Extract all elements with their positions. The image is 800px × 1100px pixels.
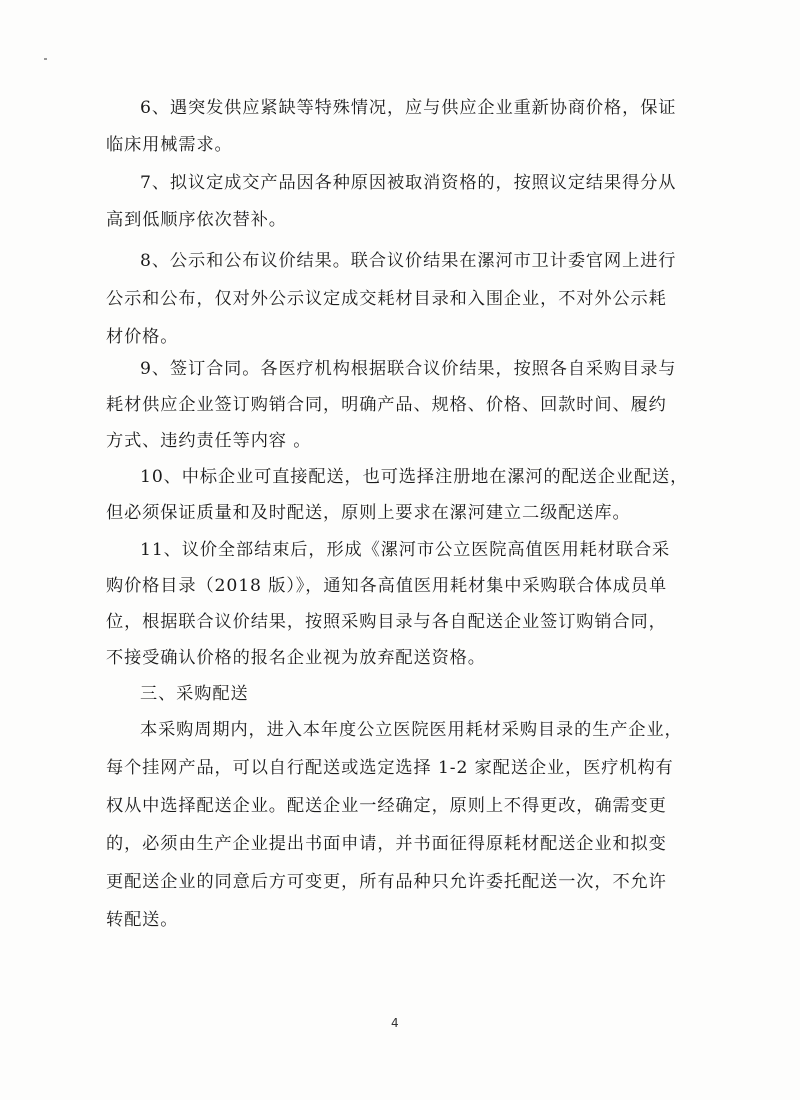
text-line: 10、中标企业可直接配送，也可选择注册地在漯河的配送企业配送， — [140, 467, 689, 487]
text-line: 临床用械需求。 — [106, 135, 233, 155]
section-heading: 三、采购配送 — [140, 684, 249, 704]
text-line: 材价格。 — [106, 327, 179, 347]
text-line: 转配送。 — [106, 910, 179, 930]
text-line: 耗材供应企业签订购销合同，明确产品、规格、价格、回款时间、履约 — [106, 395, 667, 415]
text-line: 高到低顺序依次替补。 — [106, 210, 287, 230]
text-line: 每个挂网产品，可以自行配送或选定选择 1-2 家配送企业，医疗机构有 — [106, 758, 674, 778]
text-line: 本采购周期内，进入本年度公立医院医用耗材采购目录的生产企业， — [140, 720, 683, 740]
text-line: 公示和公布，仅对外公示议定成交耗材目录和入围企业，不对外公示耗 — [106, 289, 667, 309]
text-line: 的，必须由生产企业提出书面申请，并书面征得原耗材配送企业和拟变 — [106, 834, 667, 854]
page-number: 4 — [391, 1016, 399, 1030]
text-line: 购价格目录（2018 版）》，通知各高值医用耗材集中采购联合体成员单 — [106, 576, 668, 596]
text-line: 6、遇突发供应紧缺等特殊情况，应与供应企业重新协商价格，保证 — [140, 98, 677, 118]
text-line: 11、议价全部结束后，形成《漯河市公立医院高值医用耗材联合采 — [140, 540, 671, 560]
text-line: 位，根据联合议价结果，按照采购目录与各自配送企业签订购销合同， — [106, 612, 667, 632]
text-line: 7、拟议定成交产品因各种原因被取消资格的，按照议定结果得分从 — [140, 173, 677, 193]
text-line: 权从中选择配送企业。配送企业一经确定，原则上不得更改，确需变更 — [106, 796, 667, 816]
text-line: 9、签订合同。各医疗机构根据联合议价结果，按照各自采购目录与 — [140, 359, 677, 379]
text-line: 不接受确认价格的报名企业视为放弃配送资格。 — [106, 648, 486, 668]
text-line: 方式、违约责任等内容 。 — [106, 431, 312, 451]
scan-speck — [44, 58, 47, 60]
text-line: 8、公示和公布议价结果。联合议价结果在漯河市卫计委官网上进行 — [140, 251, 677, 271]
text-line: 更配送企业的同意后方可变更，所有品种只允许委托配送一次，不允许 — [106, 872, 667, 892]
text-line: 但必须保证质量和及时配送，原则上要求在漯河建立二级配送库。 — [106, 503, 631, 523]
